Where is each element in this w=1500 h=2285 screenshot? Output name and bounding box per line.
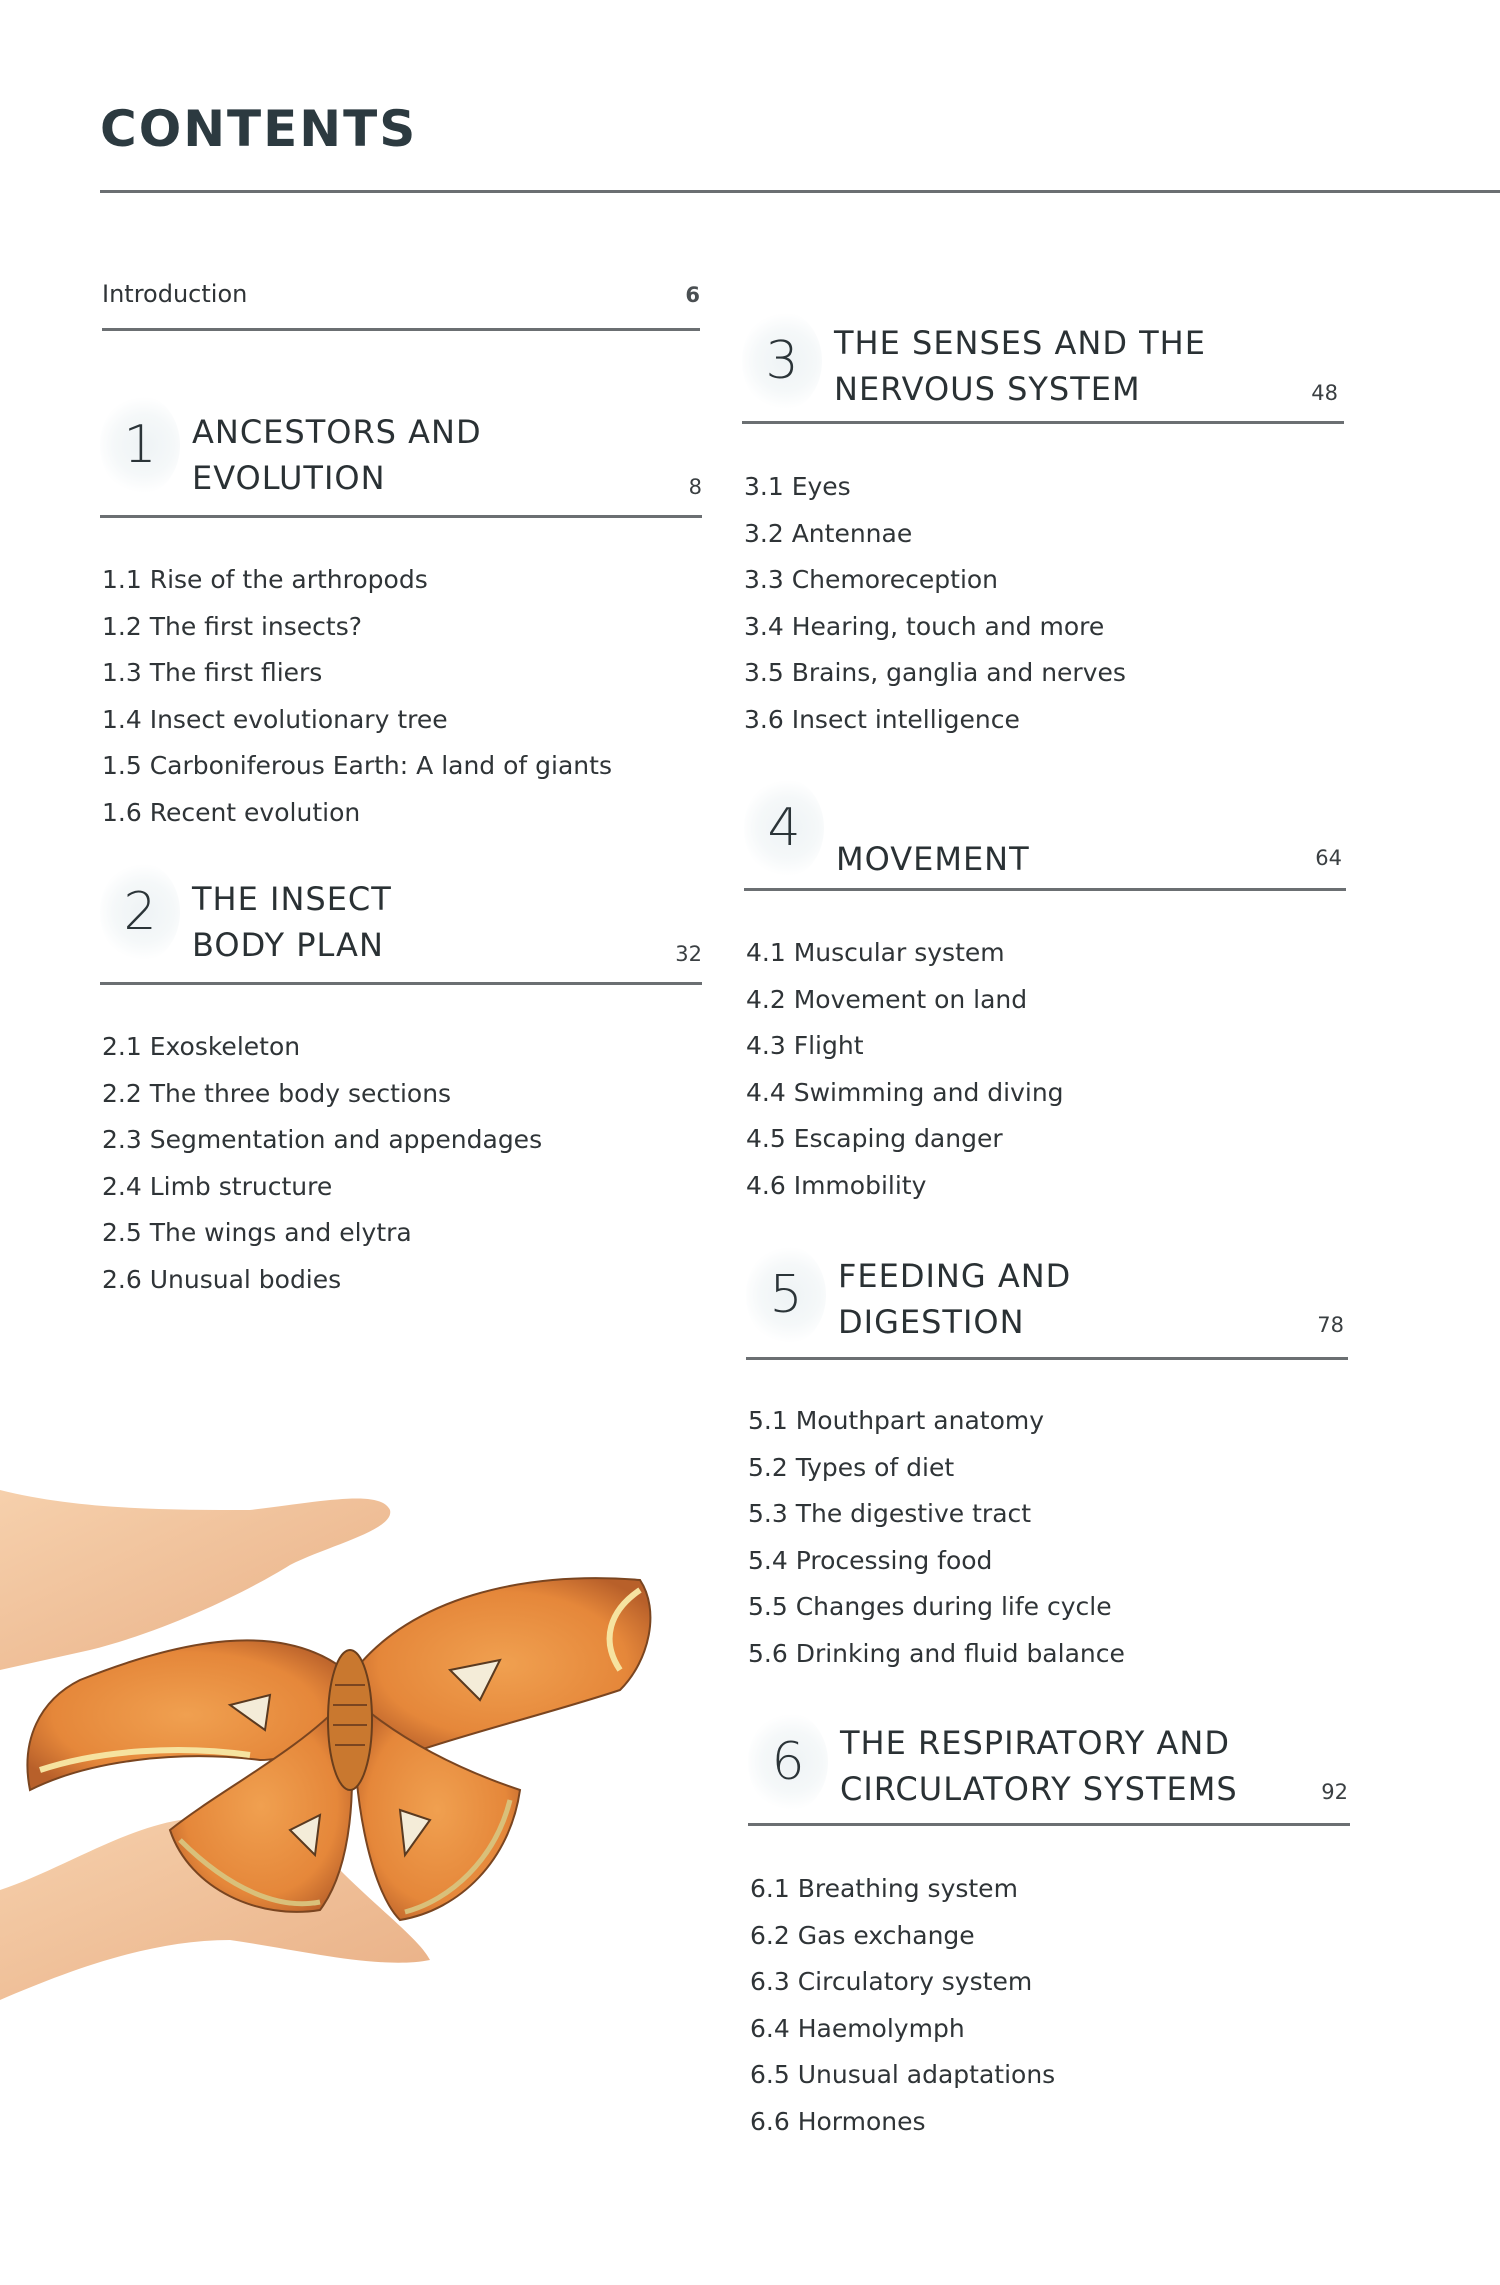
- chapter-number: 5: [746, 1245, 826, 1345]
- section-item[interactable]: 3.2 Antennae: [744, 518, 913, 548]
- section-item[interactable]: 4.6 Immobility: [746, 1170, 927, 1200]
- chapter-number: 1: [100, 395, 180, 495]
- upper-hand: [0, 1490, 390, 1670]
- chapter-title-line-2: EVOLUTION: [192, 459, 386, 497]
- section-item[interactable]: 1.4 Insect evolutionary tree: [102, 704, 448, 734]
- section-item[interactable]: 2.2 The three body sections: [102, 1078, 452, 1108]
- section-list: [102, 557, 612, 837]
- chapter-title-line-1: THE INSECT: [192, 880, 392, 918]
- chapter-title-line-2: DIGESTION: [838, 1303, 1025, 1341]
- section-list: [748, 1398, 1125, 1678]
- atlas-moth-illustration: [0, 1470, 700, 2030]
- section-item[interactable]: 4.5 Escaping danger: [746, 1124, 1003, 1154]
- chapter-header[interactable]: [744, 778, 1346, 928]
- chapter-title-line-1: THE RESPIRATORY AND: [840, 1724, 1230, 1762]
- chapter-title-line-1: ANCESTORS AND: [192, 413, 482, 451]
- section-item[interactable]: 4.4 Swimming and diving: [746, 1077, 1064, 1107]
- chapter-number: 4: [744, 778, 824, 878]
- chapter-page-number: 64: [1315, 846, 1342, 870]
- chapter-4: [744, 778, 1346, 1200]
- section-item[interactable]: 3.6 Insect intelligence: [744, 704, 1020, 734]
- section-item[interactable]: 2.3 Segmentation and appendages: [102, 1125, 543, 1155]
- moth-body: [328, 1650, 372, 1790]
- section-item[interactable]: 3.3 Chemoreception: [744, 565, 999, 595]
- section-item[interactable]: 3.1 Eyes: [744, 472, 851, 501]
- chapter-title-line-1: FEEDING AND: [838, 1257, 1072, 1295]
- chapter-number: 2: [100, 862, 180, 962]
- chapter-title-line-2: NERVOUS SYSTEM: [834, 370, 1141, 408]
- chapter-number: 3: [742, 311, 822, 411]
- section-item[interactable]: 1.6 Recent evolution: [102, 797, 361, 827]
- chapter-title: [838, 1253, 1258, 1345]
- intro-divider: [102, 328, 700, 331]
- section-item[interactable]: 2.1 Exoskeleton: [102, 1032, 301, 1061]
- section-item[interactable]: 5.3 The digestive tract: [748, 1499, 1032, 1529]
- section-item[interactable]: 4.1 Muscular system: [746, 938, 1005, 967]
- chapter-page-number: 48: [1311, 381, 1338, 405]
- chapter-header[interactable]: [748, 1712, 1350, 1862]
- title-divider: [100, 190, 1500, 193]
- chapter-divider: [742, 421, 1344, 424]
- section-item[interactable]: 6.6 Hormones: [750, 2106, 926, 2136]
- chapter-title-line-2: MOVEMENT: [836, 840, 1030, 878]
- section-list: [746, 930, 1064, 1210]
- section-item[interactable]: 4.3 Flight: [746, 1031, 864, 1061]
- chapter-header[interactable]: [100, 395, 702, 545]
- section-item[interactable]: 2.6 Unusual bodies: [102, 1264, 342, 1294]
- chapter-header[interactable]: [746, 1245, 1348, 1395]
- chapter-page-number: 32: [675, 942, 702, 966]
- chapter-divider: [100, 982, 702, 985]
- chapter-2: [100, 862, 702, 1294]
- chapter-title: [840, 1720, 1320, 1812]
- chapter-title-line-1: [836, 790, 1256, 836]
- chapter-divider: [744, 888, 1346, 891]
- section-item[interactable]: 6.1 Breathing system: [750, 1874, 1018, 1903]
- section-item[interactable]: 5.6 Drinking and fluid balance: [748, 1638, 1125, 1668]
- chapter-3: [742, 308, 1344, 734]
- section-item[interactable]: 1.5 Carboniferous Earth: A land of giants: [102, 751, 612, 781]
- page-title: CONTENTS: [100, 100, 418, 158]
- chapter-number: 6: [748, 1712, 828, 1812]
- chapter-6: [748, 1712, 1350, 2136]
- section-item[interactable]: 3.4 Hearing, touch and more: [744, 611, 1105, 641]
- section-list: [102, 1024, 542, 1304]
- chapter-header[interactable]: [100, 862, 702, 1012]
- section-item[interactable]: 5.5 Changes during life cycle: [748, 1592, 1112, 1622]
- moth-photo: [0, 1470, 700, 2030]
- chapter-1: [100, 395, 702, 827]
- section-list: [744, 464, 1126, 744]
- section-item[interactable]: 6.5 Unusual adaptations: [750, 2060, 1056, 2090]
- chapter-divider: [100, 515, 702, 518]
- section-item[interactable]: 1.1 Rise of the arthropods: [102, 565, 428, 594]
- section-item[interactable]: 3.5 Brains, ganglia and nerves: [744, 658, 1126, 688]
- right-forewing: [355, 1578, 650, 1750]
- section-item[interactable]: 5.1 Mouthpart anatomy: [748, 1406, 1045, 1435]
- chapter-title: [834, 320, 1304, 412]
- section-item[interactable]: 4.2 Movement on land: [746, 984, 1028, 1014]
- chapter-title: [192, 409, 612, 501]
- section-item[interactable]: 1.2 The first insects?: [102, 611, 362, 641]
- section-item[interactable]: 5.2 Types of diet: [748, 1452, 955, 1482]
- chapter-page-number: 78: [1317, 1313, 1344, 1337]
- chapter-divider: [748, 1823, 1350, 1826]
- section-item[interactable]: 1.3 The first fliers: [102, 658, 323, 688]
- chapter-divider: [746, 1357, 1348, 1360]
- section-item[interactable]: 6.2 Gas exchange: [750, 1920, 975, 1950]
- intro-page-number: 6: [685, 283, 700, 307]
- section-item[interactable]: 5.4 Processing food: [748, 1545, 993, 1575]
- intro-entry[interactable]: [102, 280, 700, 308]
- chapter-title: [836, 790, 1256, 882]
- section-item[interactable]: 6.3 Circulatory system: [750, 1967, 1033, 1997]
- chapter-5: [746, 1245, 1348, 1668]
- chapter-page-number: 92: [1321, 1780, 1348, 1804]
- chapter-title-line-1: THE SENSES AND THE: [834, 324, 1206, 362]
- chapter-page-number: 8: [688, 475, 702, 499]
- section-list: [750, 1866, 1055, 2146]
- section-item[interactable]: 6.4 Haemolymph: [750, 2013, 965, 2043]
- section-item[interactable]: 2.5 The wings and elytra: [102, 1218, 412, 1248]
- chapter-header[interactable]: [742, 308, 1344, 458]
- chapter-title-line-2: CIRCULATORY SYSTEMS: [840, 1770, 1238, 1808]
- section-item[interactable]: 2.4 Limb structure: [102, 1171, 333, 1201]
- chapter-title-line-2: BODY PLAN: [192, 926, 384, 964]
- chapter-title: [192, 876, 612, 968]
- intro-label: Introduction: [102, 280, 248, 308]
